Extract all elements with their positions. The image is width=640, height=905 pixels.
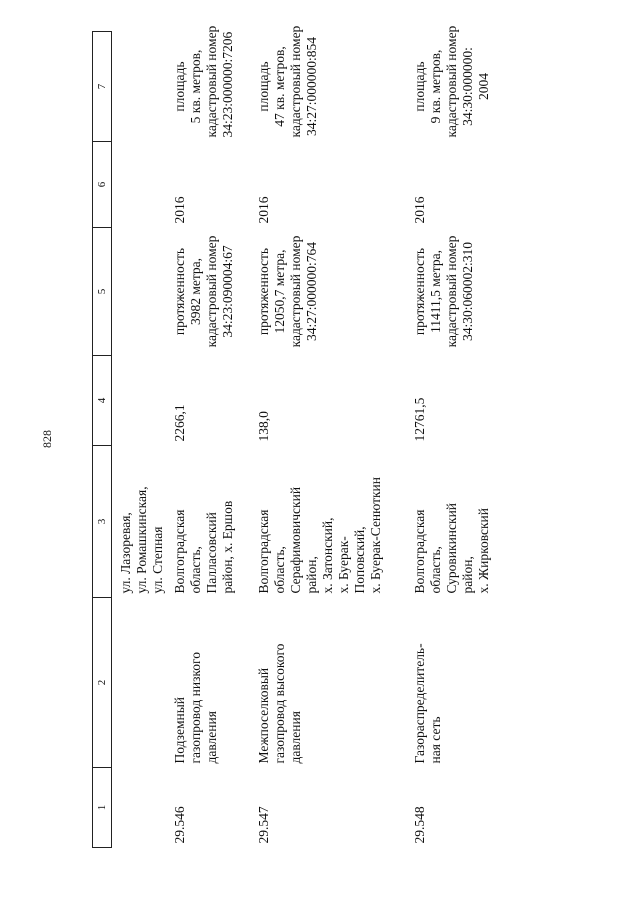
header-col-5: 5	[93, 228, 112, 356]
property-table	[92, 25, 506, 848]
header-col-4: 4	[93, 356, 112, 446]
row-number: 29.548	[412, 806, 427, 844]
continuation-row	[112, 32, 167, 848]
column-4-value: 2266,1	[172, 404, 187, 442]
header-col-6: 6	[93, 142, 112, 228]
column-4-value: 12761,5	[412, 397, 427, 442]
row-number: 29.546	[172, 806, 187, 844]
year: 2016	[256, 196, 271, 224]
object-address: Волгоградская область, Палласовский район, х. Ершов	[172, 500, 235, 594]
header-col-7: 7	[93, 32, 112, 142]
length-cadastral: протяженность 11411,5 метра, кадастровый номер 34:30:060002:310	[412, 235, 475, 348]
area-cadastral: площадь 9 кв. метров, кадастровый номер 34:30:000000: 2004	[412, 25, 491, 138]
row-number: 29.547	[256, 806, 271, 844]
table-row	[166, 32, 250, 848]
table-row	[250, 32, 406, 848]
object-name: Подземный газопровод низкого давления	[172, 651, 219, 764]
year: 2016	[412, 196, 427, 224]
object-name: Газораспределитель- ная сеть	[412, 643, 443, 764]
area-cadastral: площадь 47 кв. метров, кадастровый номер 34:27:000000:854	[256, 25, 319, 138]
table-row	[406, 32, 506, 848]
length-cadastral: протяженность 12050,7 метра, кадастровый номер 34:27:000000:764	[256, 235, 319, 348]
rotated-table-area	[92, 25, 612, 848]
continuation-address: ул. Лазоревая, ул. Ромашкинская, ул. Степная	[118, 486, 165, 594]
page-number: 828	[40, 430, 54, 448]
column-4-value: 138,0	[256, 411, 271, 442]
object-address: Волгоградская область, Суровикинский район, х. Жирковский	[412, 502, 491, 594]
length-cadastral: протяженность 3982 метра, кадастровый номер 34:23:090004:67	[172, 235, 235, 348]
header-col-2: 2	[93, 598, 112, 768]
object-name: Межпоселковый газопровод высокого давления	[256, 643, 303, 764]
year: 2016	[172, 196, 187, 224]
header-col-1: 1	[93, 768, 112, 848]
area-cadastral: площадь 5 кв. метров, кадастровый номер 34:23:000000:7206	[172, 25, 235, 138]
header-row	[93, 32, 112, 848]
header-col-3: 3	[93, 446, 112, 598]
object-address: Волгоградская область, Серафимовичский район, х. Затонский, х. Буерак- Поповский, х. Буерак-Сенюткин	[256, 477, 383, 594]
